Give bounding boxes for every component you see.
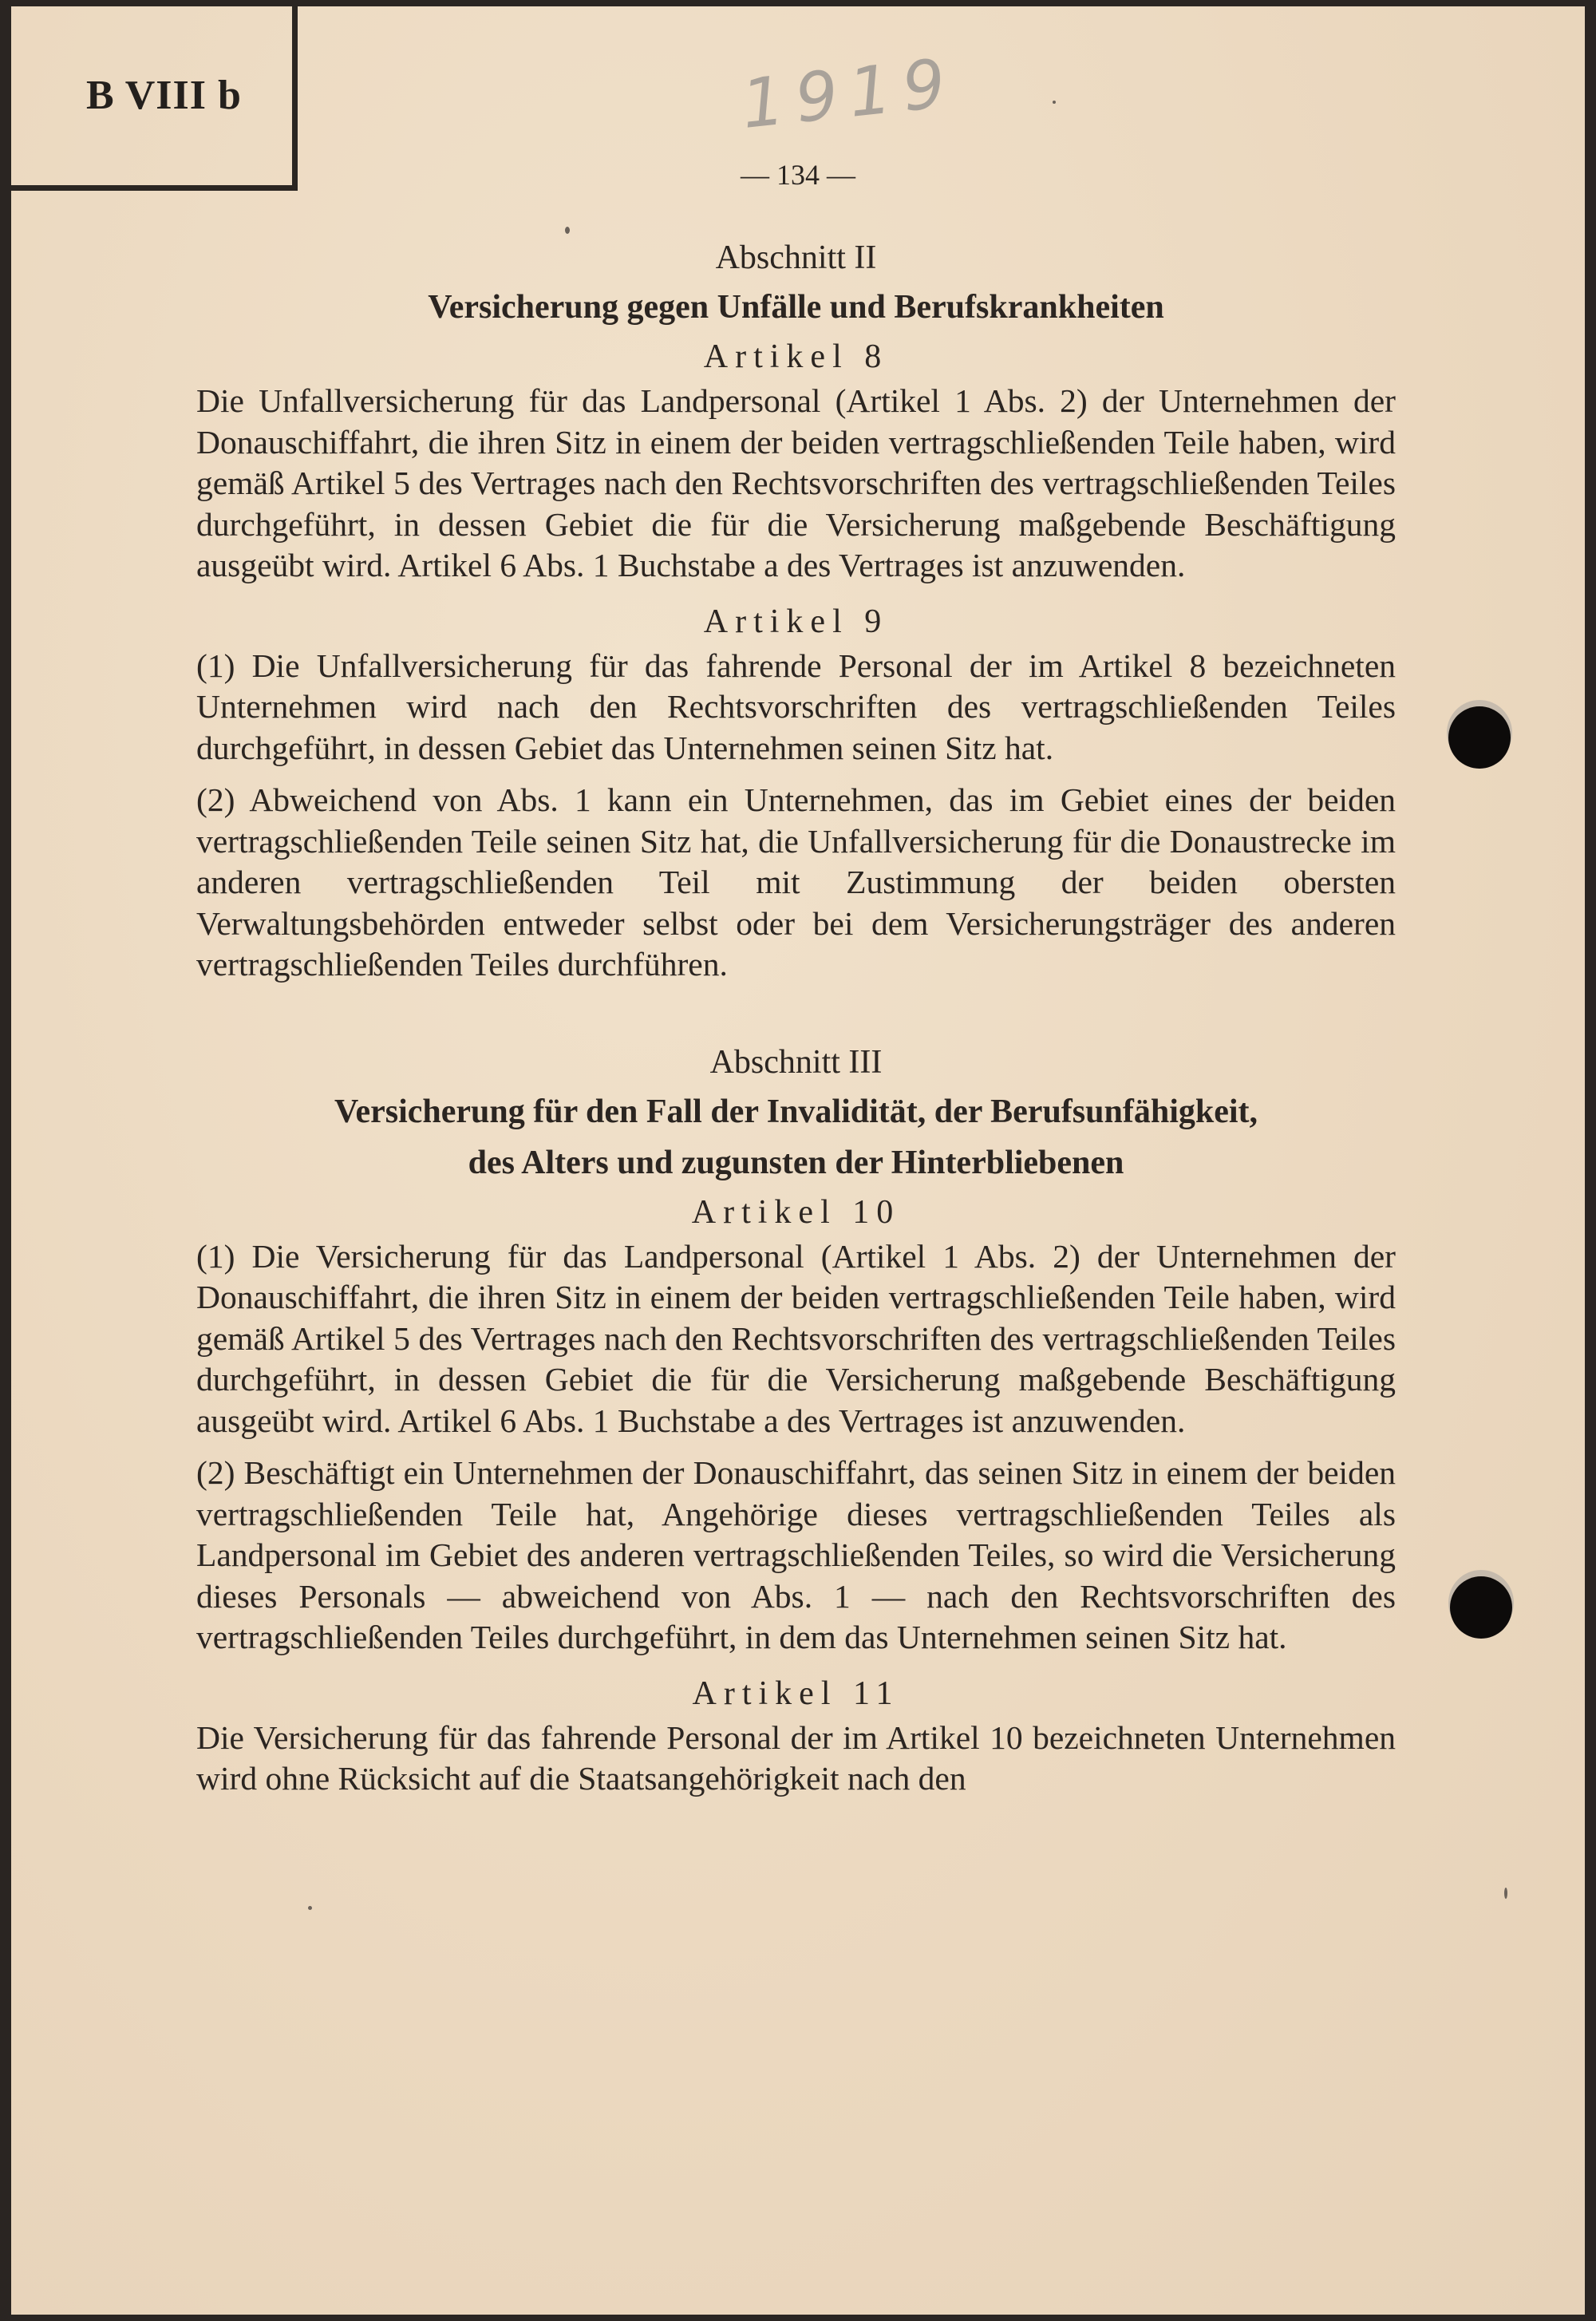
article-paragraph: (1) Die Unfallversicherung für das fahrende Personal der im Artikel 8 bezeichneten Unternehmen wird nach den Rechtsvorschriften des vertragschließenden Teiles durchgeführt, in dessen Gebiet das Unternehmen seinen Sitz hat. [196,646,1396,766]
page-number: — 134 — [741,159,855,191]
section-3 [196,1038,1396,1800]
section-heading: des Alters und zugunsten der Hinterbliebenen [468,1144,1124,1181]
paper-speck [308,1906,312,1910]
article-paragraph: Die Unfallversicherung für das Landpersonal (Artikel 1 Abs. 2) der Unternehmen der Donauschiffahrt, die ihren Sitz in einem der beiden vertragschließenden Teile haben, wird gemäß Artikel 5 des Vertrages nach den Rechtsvorschriften des vertragschließenden Teiles durchgeführt, in dessen Gebiet die für die Versicherung maßgebende Beschäftigung ausgeübt wird. Artikel 6 Abs. 1 Buchstabe a des Vertrages ist anzuwenden. [196,382,1396,583]
paper-speck [1053,101,1056,104]
document-body [196,234,1396,1800]
article-title: Artikel 11 [692,1675,900,1712]
section-title: Abschnitt III [709,1043,883,1081]
article-paragraph: Die Versicherung für das fahrende Personal der im Artikel 10 bezeichneten Unternehmen wird ohne Rücksicht auf die Staatsangehörigkeit nach den [196,1718,1396,1797]
document-page [11,6,1585,2315]
article-paragraph: (2) Abweichend von Abs. 1 kann ein Unternehmen, das im Gebiet eines der beiden vertragschließenden Teile seinen Sitz hat, die Unfallversicherung für die Donaustrecke im anderen vertragschließenden Teil mit Zustimmung der beiden obersten Verwaltungsbehörden entweder selbst oder bei dem Versicherungsträger des anderen vertragschließenden Teiles durchführen. [196,781,1396,983]
article-title: Artikel 8 [703,338,889,375]
punch-hole-bottom [1450,1576,1512,1639]
section-2 [196,234,1396,986]
article-title: Artikel 10 [691,1193,901,1231]
pencil-annotation: 1919 [737,43,961,144]
paper-speck [565,227,570,234]
article-title: Artikel 9 [703,603,889,640]
corner-label: B VIII b [86,73,242,118]
punch-hole-top [1448,706,1511,769]
article-paragraph: (1) Die Versicherung für das Landpersonal (Artikel 1 Abs. 2) der Unternehmen der Donauschiffahrt, die ihren Sitz in einem der beiden vertragschließenden Teile haben, wird gemäß Artikel 5 des Vertrages nach den Rechtsvorschriften des vertragschließenden Teiles durchgeführt, in dessen Gebiet die für die Versicherung maßgebende Beschäftigung ausgeübt wird. Artikel 6 Abs. 1 Buchstabe a des Vertrages ist anzuwenden. [196,1237,1396,1439]
section-heading: Versicherung gegen Unfälle und Berufskrankheiten [428,289,1164,326]
paper-speck [1504,1888,1507,1899]
section-heading: Versicherung für den Fall der Invalidität, der Berufsunfähigkeit, [334,1093,1258,1130]
article-paragraph: (2) Beschäftigt ein Unternehmen der Donauschiffahrt, das seinen Sitz in einem der beiden vertragschließenden Teile hat, Angehörige dieses vertragschließenden Teiles als Landpersonal im Gebiet des anderen vertragschließenden Teiles, so wird die Versicherung dieses Personals — abweichend von Abs. 1 — nach den Rechtsvorschriften des vertragschließenden Teiles durchgeführt, in dem das Unternehmen seinen Sitz hat. [196,1454,1396,1655]
section-title: Abschnitt II [715,239,877,276]
